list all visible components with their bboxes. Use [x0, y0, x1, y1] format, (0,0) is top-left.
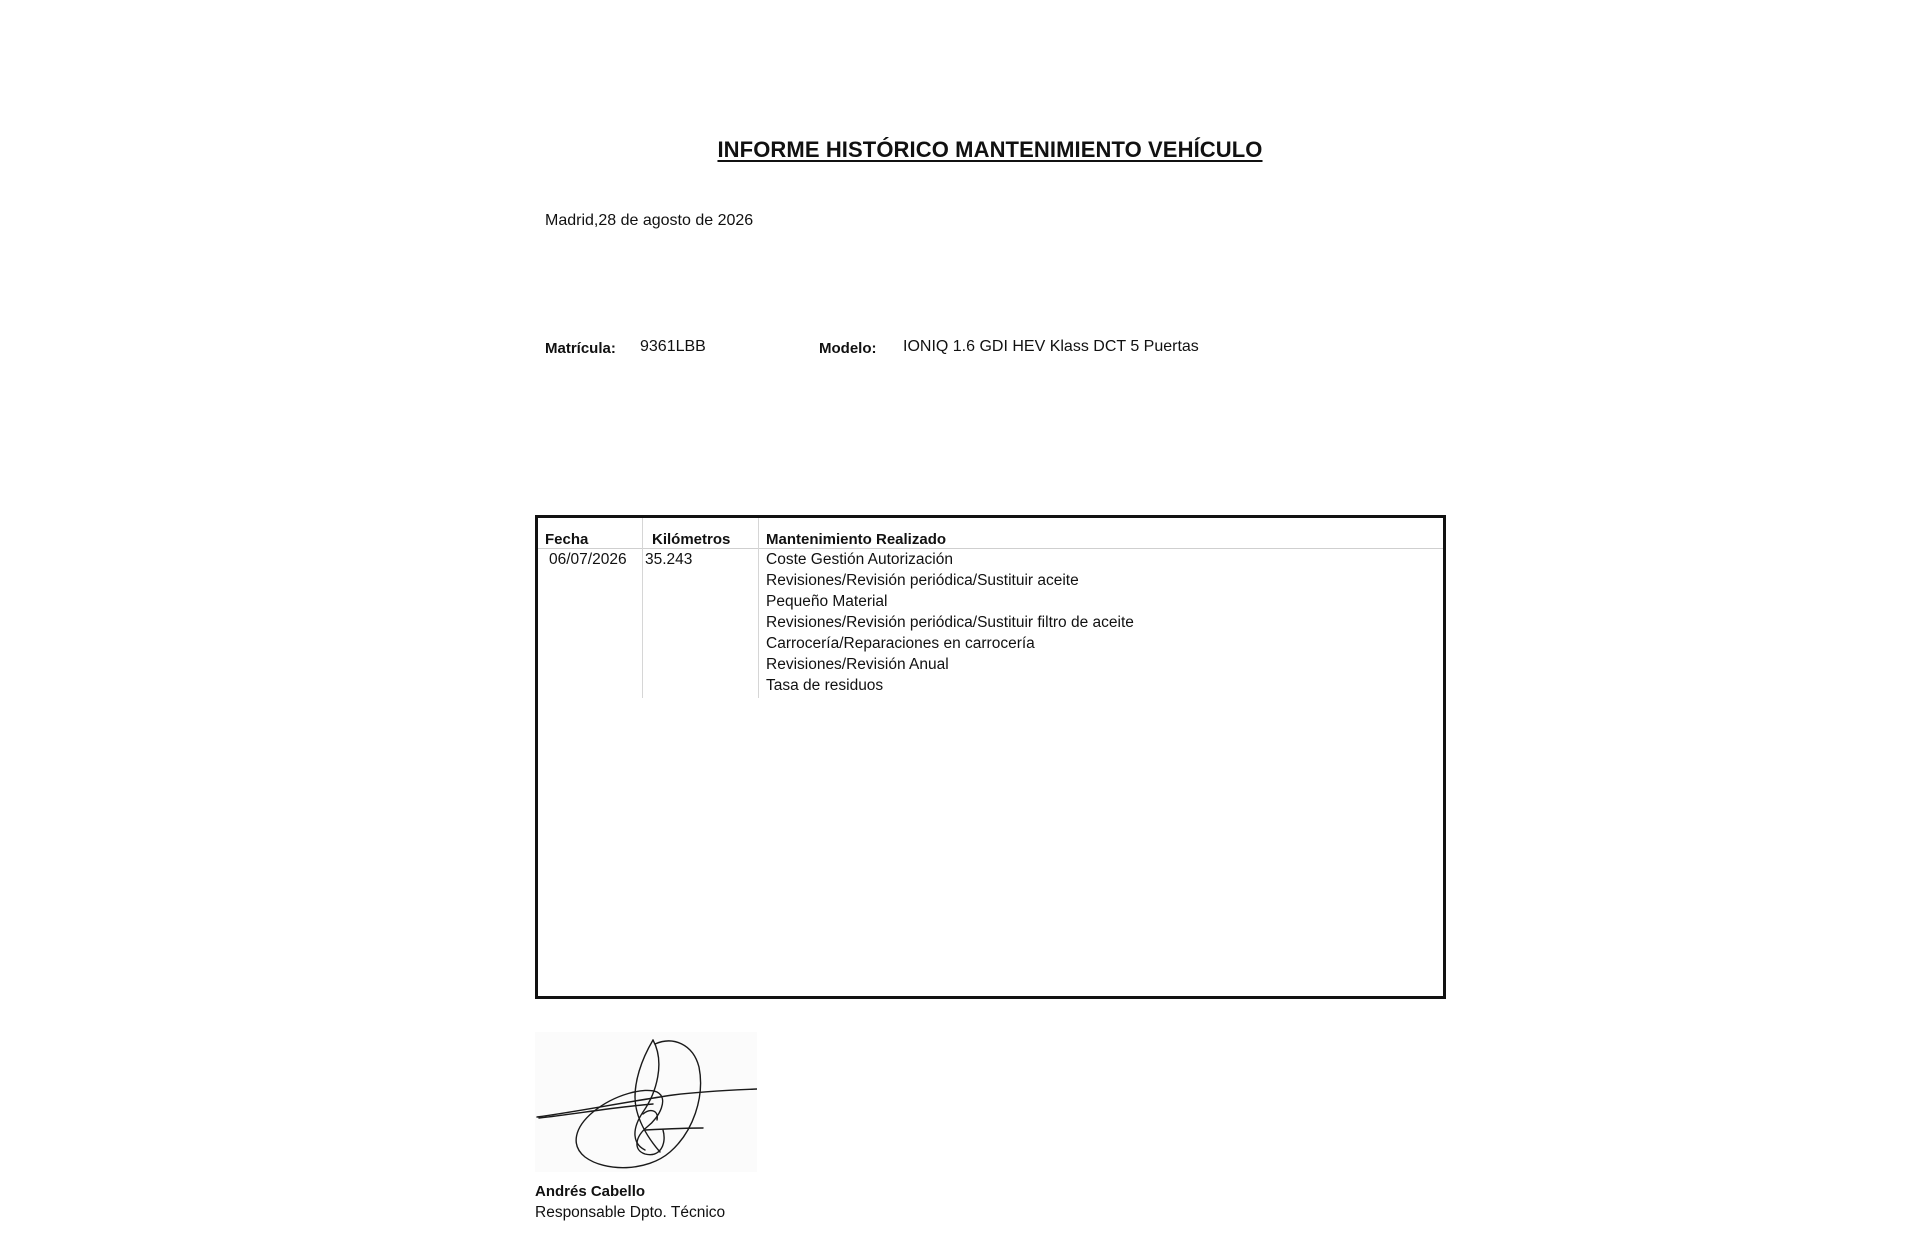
row-date: 06/07/2026 [549, 551, 627, 568]
list-item: Tasa de residuos [766, 677, 884, 694]
task-list [766, 549, 1134, 696]
plate-value: 9361LBB [640, 338, 706, 355]
list-item: Carrocería/Reparaciones en carrocería [766, 635, 1035, 652]
maintenance-table [535, 515, 1446, 999]
signer-name: Andrés Cabello [535, 1183, 646, 1200]
list-item: Revisiones/Revisión periódica/Sustituir aceite [766, 572, 1079, 589]
signer-role: Responsable Dpto. Técnico [535, 1204, 726, 1221]
list-item: Revisiones/Revisión Anual [766, 656, 949, 673]
model-label: Modelo: [819, 340, 877, 357]
plate-label: Matrícula: [545, 340, 616, 357]
model-value: IONIQ 1.6 GDI HEV Klass DCT 5 Puertas [903, 338, 1199, 355]
header-maintenance: Mantenimiento Realizado [766, 531, 947, 548]
list-item: Coste Gestión Autorización [766, 551, 953, 568]
row-km: 35.243 [645, 551, 693, 568]
list-item: Pequeño Material [766, 593, 888, 610]
place-date: Madrid,28 de agosto de 2026 [545, 212, 754, 229]
list-item: Revisiones/Revisión periódica/Sustituir filtro de aceite [766, 614, 1134, 631]
column-divider-maintenance [758, 518, 759, 698]
header-km: Kilómetros [652, 531, 731, 548]
signature-image [535, 1032, 757, 1172]
header-date: Fecha [545, 531, 589, 548]
report-title: INFORME HISTÓRICO MANTENIMIENTO VEHÍCULO [717, 137, 1263, 162]
column-divider-km [642, 518, 643, 698]
